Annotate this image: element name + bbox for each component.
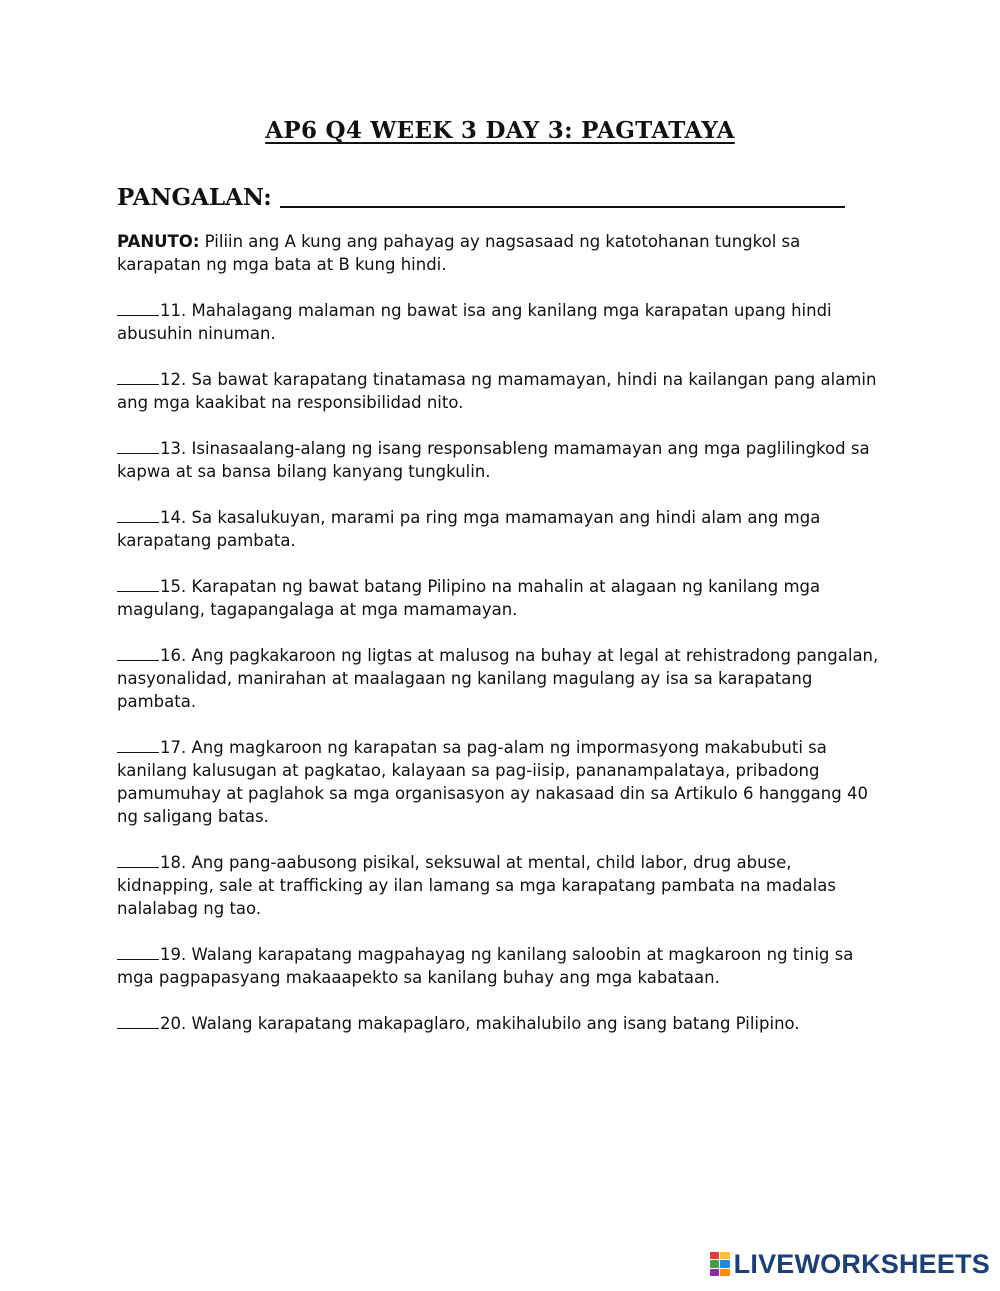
logo-tile	[710, 1269, 720, 1276]
question-text: Mahalagang malaman ng bawat isa ang kanilang mga karapatan upang hindi abusuhin ninuman.	[117, 301, 832, 343]
instructions	[117, 230, 887, 276]
question-number: 15.	[160, 577, 187, 596]
question-number: 20.	[160, 1014, 187, 1033]
logo-tile	[710, 1260, 720, 1267]
liveworksheets-watermark	[710, 1251, 990, 1277]
worksheet-content	[117, 230, 887, 1058]
liveworksheets-logo-icon	[710, 1252, 730, 1276]
question-text: Ang pagkakaroon ng ligtas at malusog na buhay at legal at rehistradong pangalan, nasyonalidad, manirahan at maalagaan ng kanilang magulang ay isa sa karapatang pambata.	[117, 646, 879, 711]
name-field[interactable]	[280, 206, 845, 208]
logo-tile	[720, 1252, 730, 1259]
question-number: 16.	[160, 646, 187, 665]
question-item	[117, 1012, 887, 1035]
question-item	[117, 943, 887, 989]
question-item	[117, 299, 887, 345]
question-item	[117, 437, 887, 483]
question-text: Sa bawat karapatang tinatamasa ng mamamayan, hindi na kailangan pang alamin ang mga kaakibat na responsibilidad nito.	[117, 370, 877, 412]
question-text: Ang magkaroon ng karapatan sa pag-alam ng impormasyong makabubuti sa kanilang kalusugan at pagkatao, kalayaan sa pag-iisip, pananampalataya, pribadong pamumuhay at paglahok sa mga organisasyon ay nakasaad din sa Artikulo 6 hanggang 40 ng saligang batas.	[117, 738, 868, 826]
question-number: 17.	[160, 738, 187, 757]
logo-tile	[720, 1269, 730, 1276]
question-item	[117, 736, 887, 828]
name-row	[117, 180, 857, 212]
question-item	[117, 851, 887, 920]
question-text: Isinasaalang-alang ng isang responsableng mamamayan ang mga paglilingkod sa kapwa at sa bansa bilang kanyang tungkulin.	[117, 439, 870, 481]
page-title: AP6 Q4 WEEK 3 DAY 3: PAGTATAYA	[265, 117, 735, 144]
question-number: 19.	[160, 945, 187, 964]
answer-blank[interactable]	[117, 958, 159, 960]
question-item	[117, 506, 887, 552]
answer-blank[interactable]	[117, 590, 159, 592]
question-text: Walang karapatang magpahayag ng kanilang saloobin at magkaroon ng tinig sa mga pagpapasyang makaaapekto sa kanilang buhay ang mga kabataan.	[117, 945, 854, 987]
answer-blank[interactable]	[117, 1027, 159, 1029]
answer-blank[interactable]	[117, 866, 159, 868]
instructions-text: Piliin ang A kung ang pahayag ay nagsasaad ng katotohanan tungkol sa karapatan ng mga bata at B kung hindi.	[117, 232, 801, 274]
question-number: 14.	[160, 508, 187, 527]
question-text: Sa kasalukuyan, marami pa ring mga mamamayan ang hindi alam ang mga karapatang pambata.	[117, 508, 821, 550]
answer-blank[interactable]	[117, 314, 159, 316]
question-text: Ang pang-aabusong pisikal, seksuwal at mental, child labor, drug abuse, kidnapping, sale at trafficking ay ilan lamang sa mga karapatang pambata na madalas nalalabag ng tao.	[117, 853, 836, 918]
question-number: 11.	[160, 301, 187, 320]
question-text: Walang karapatang makapaglaro, makihalubilo ang isang batang Pilipino.	[186, 1014, 800, 1033]
instructions-label: PANUTO:	[117, 232, 200, 251]
question-item	[117, 644, 887, 713]
answer-blank[interactable]	[117, 383, 159, 385]
name-label: PANGALAN:	[117, 184, 272, 211]
question-number: 13.	[160, 439, 187, 458]
answer-blank[interactable]	[117, 521, 159, 523]
answer-blank[interactable]	[117, 659, 159, 661]
watermark-text: LIVEWORKSHEETS	[733, 1249, 990, 1279]
logo-tile	[710, 1252, 720, 1259]
question-item	[117, 368, 887, 414]
answer-blank[interactable]	[117, 751, 159, 753]
question-text: Karapatan ng bawat batang Pilipino na mahalin at alagaan ng kanilang mga magulang, tagapangalaga at mga mamamayan.	[117, 577, 821, 619]
logo-tile	[720, 1260, 730, 1267]
question-number: 18.	[160, 853, 187, 872]
answer-blank[interactable]	[117, 452, 159, 454]
question-item	[117, 575, 887, 621]
question-number: 12.	[160, 370, 187, 389]
